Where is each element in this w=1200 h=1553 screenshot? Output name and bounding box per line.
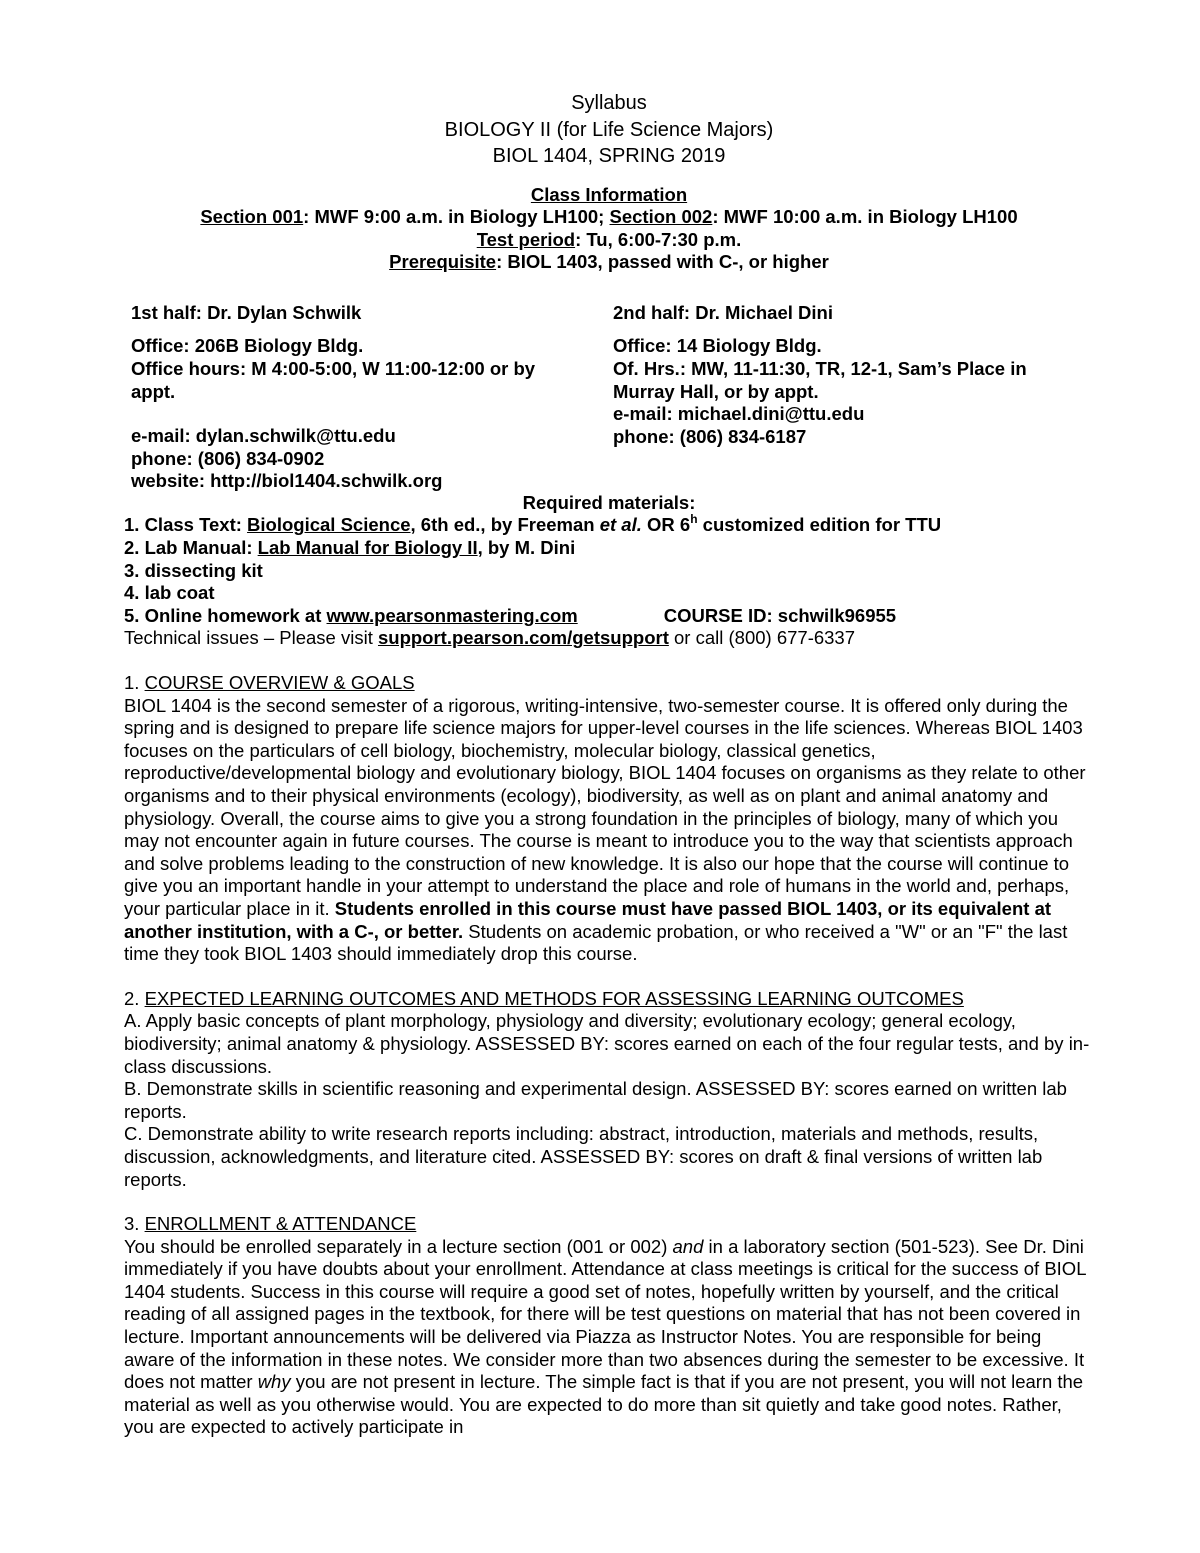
- section-3-number: 3.: [124, 1213, 145, 1235]
- test-period-line: [124, 229, 1094, 252]
- prerequisite-label: Prerequisite: [389, 251, 497, 273]
- instructor-1-hours: Office hours: M 4:00-5:00, W 11:00-12:00 or by appt.: [131, 358, 536, 402]
- material-3: 3. dissecting kit: [124, 559, 263, 581]
- instructor-2-name: 2nd half: Dr. Michael Dini: [613, 301, 833, 323]
- class-information: [124, 184, 1094, 274]
- tech-post: or call (800) 677-6337: [668, 627, 856, 649]
- section-2-title: EXPECTED LEARNING OUTCOMES AND METHODS FOR ASSESSING LEARNING OUTCOMES: [144, 987, 964, 1009]
- instructor-1-phone: phone: (806) 834-0902: [131, 447, 325, 469]
- instructor-2: [613, 302, 1083, 449]
- syllabus-page: [124, 90, 1094, 1439]
- section-2-number: 2.: [124, 987, 145, 1009]
- material-5-prefix: 5. Online homework at: [124, 604, 327, 626]
- section-3-title: ENROLLMENT & ATTENDANCE: [144, 1213, 417, 1235]
- material-1-sup: h: [690, 512, 698, 527]
- prerequisite-line: [124, 251, 1094, 274]
- outcome-b: B. Demonstrate skills in scientific reasoning and experimental design. ASSESSED BY: scores earned on written lab reports.: [124, 1078, 1067, 1122]
- material-1: [124, 514, 1094, 537]
- section-1-heading: [124, 672, 1094, 695]
- instructor-1-website: website: http://biol1404.schwilk.org: [131, 470, 443, 492]
- prerequisite-text: : BIOL 1403, passed with C-, or higher: [496, 251, 829, 273]
- section-3-text-1: You should be enrolled separately in a lecture section (001 or 002): [124, 1235, 673, 1257]
- material-2: [124, 537, 1094, 560]
- material-1-or: OR 6: [641, 514, 691, 536]
- material-2-post: , by M. Dini: [477, 537, 576, 559]
- material-1-prefix: 1. Class Text:: [124, 514, 248, 536]
- section-3-and: and: [672, 1235, 704, 1257]
- header-course-code: BIOL 1404, SPRING 2019: [492, 145, 726, 167]
- section-learning-outcomes: [124, 988, 1094, 1191]
- section-3-why: why: [257, 1371, 291, 1393]
- section-course-overview: [124, 672, 1094, 966]
- section-002-label: Section 002: [609, 206, 713, 228]
- material-1-post: customized edition for TTU: [697, 514, 942, 536]
- instructor-1-name: 1st half: Dr. Dylan Schwilk: [131, 301, 362, 323]
- header-syllabus: Syllabus: [571, 92, 647, 114]
- sections-line: [124, 206, 1094, 229]
- section-1-title: COURSE OVERVIEW & GOALS: [144, 672, 415, 694]
- material-4: 4. lab coat: [124, 582, 215, 604]
- instructor-1-office: Office: 206B Biology Bldg.: [131, 335, 364, 357]
- test-period-text: : Tu, 6:00-7:30 p.m.: [575, 228, 742, 250]
- section-1-body: [124, 695, 1094, 966]
- section-001-label: Section 001: [200, 206, 304, 228]
- instructor-2-email: e-mail: michael.dini@ttu.edu: [613, 403, 865, 425]
- outcome-a: A. Apply basic concepts of plant morphology, physiology and diversity; evolutionary ecology; general ecology, biodiversity; animal anatomy & physiology. ASSESSED BY: scores earned on each of the four regular tests, and by in-class discussions.: [124, 1010, 1090, 1077]
- instructor-2-phone: phone: (806) 834-6187: [613, 425, 807, 447]
- technical-issues: [124, 627, 1094, 650]
- class-info-heading: Class Information: [530, 183, 688, 205]
- pearson-mastering-link[interactable]: www.pearsonmastering.com: [326, 604, 578, 626]
- tech-prefix: Technical issues – Please visit: [124, 627, 378, 649]
- section-3-text-3: you are not present in lecture. The simple fact is that if you are not present, you will not learn the material as well as you otherwise would. You are expected to do more than sit quietly and take good notes. Rather, you are expected to actively participate in: [124, 1371, 1084, 1438]
- material-1-etal: et al.: [599, 514, 642, 536]
- section-enrollment: [124, 1213, 1094, 1439]
- instructor-columns: [124, 302, 1094, 492]
- header-course-name: BIOLOGY II (for Life Science Majors): [444, 118, 774, 141]
- section-1-text-bold: Students enrolled in this course must have passed BIOL 1403, or its equivalent at another institution, with a C-, or better.: [124, 897, 1052, 942]
- instructor-2-hours: Of. Hrs.: MW, 11-11:30, TR, 12-1, Sam’s Place in Murray Hall, or by appt.: [613, 358, 1027, 402]
- pearson-support-link[interactable]: support.pearson.com/getsupport: [377, 627, 669, 649]
- course-id: COURSE ID: schwilk96955: [663, 604, 897, 626]
- section-3-text-2: in a laboratory section (501-523). See Dr. Dini immediately if you have doubts about your enrollment. Attendance at class meetings is critical for the success of BIOL 1404 students. Success in this course will require a good set of notes, hopefully written by yourself, and the critical reading of all assigned pages in the textbook, for there will be test questions on material that has not been covered in lecture. Important announcements will be delivered via Piazza as Instructor Notes. You are responsible for being aware of the information in these notes. We consider more than two absences during the semester to be excessive. It does not matter: [124, 1235, 1086, 1393]
- material-2-prefix: 2. Lab Manual:: [124, 537, 258, 559]
- section-2-heading: [124, 988, 1094, 1011]
- material-5: [124, 605, 1094, 628]
- section-3-heading: [124, 1213, 1094, 1236]
- section-1-text-b: Students on academic probation, or who received a "W" or an "F" the last time they took BIOL 1403 should immediately drop this course.: [124, 920, 1068, 965]
- section-1-text-a: BIOL 1404 is the second semester of a rigorous, writing-intensive, two-semester course. It is offered only during the spring and is designed to prepare life science majors for upper-level courses in the life sciences. Whereas BIOL 1403 focuses on the particulars of cell biology, biochemistry, molecular biology, classical genetics, reproductive/developmental biology and evolutionary biology, BIOL 1404 focuses on organisms as they relate to other organisms and to their physical environments (ecology), biodiversity, as well as on plant and animal anatomy and physiology. Overall, the course aims to give you a strong foundation in the principles of biology, many of which you may not encounter again in future courses. The course is meant to introduce you to the way that scientists approach and solve problems leading to the construction of new knowledge. It is also our hope that the course will continue to give you an important handle in your attempt to understand the place and role of humans in the world and, perhaps, your particular place in it.: [124, 694, 1086, 919]
- instructor-1: [131, 302, 581, 493]
- section-001-text: : MWF 9:00 a.m. in Biology LH100;: [303, 206, 610, 228]
- required-materials: [124, 492, 1094, 650]
- outcome-c: C. Demonstrate ability to write research reports including: abstract, introduction, materials and methods, results, discussion, acknowledgments, and literature cited. ASSESSED BY: scores on draft & final versions of written lab reports.: [124, 1123, 1043, 1190]
- test-period-label: Test period: [476, 228, 576, 250]
- section-1-number: 1.: [124, 672, 145, 694]
- syllabus-header: [124, 90, 1094, 170]
- section-002-text: : MWF 10:00 a.m. in Biology LH100: [712, 206, 1018, 228]
- material-1-mid: , 6th ed., by Freeman: [410, 514, 600, 536]
- instructor-2-office: Office: 14 Biology Bldg.: [613, 335, 822, 357]
- instructor-1-email: e-mail: dylan.schwilk@ttu.edu: [131, 425, 396, 447]
- section-3-body: [124, 1236, 1094, 1439]
- material-2-book: Lab Manual for Biology II: [257, 537, 478, 559]
- materials-heading: Required materials:: [522, 491, 696, 513]
- material-1-book: Biological Science: [247, 514, 411, 536]
